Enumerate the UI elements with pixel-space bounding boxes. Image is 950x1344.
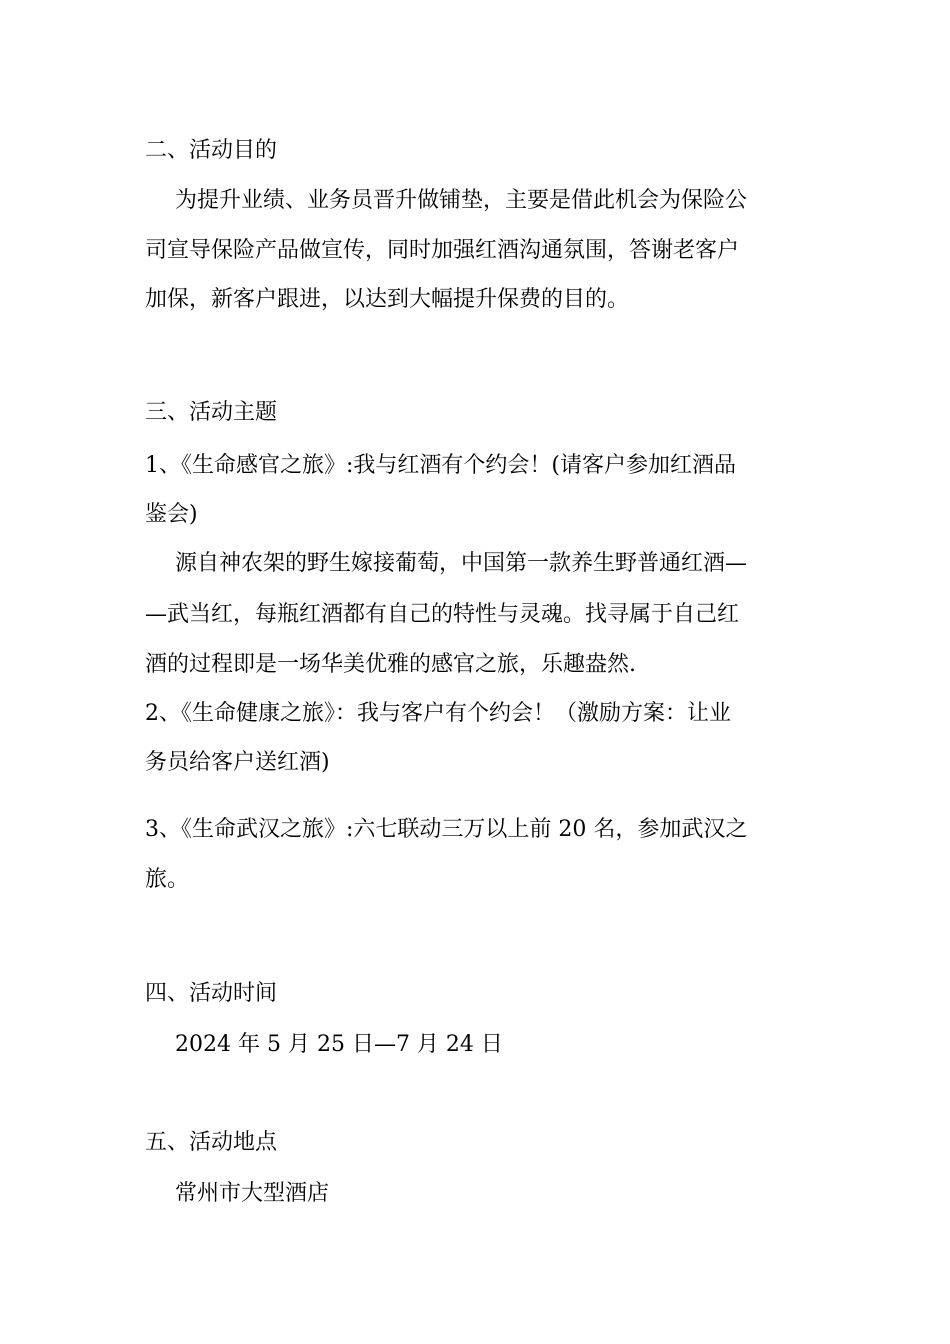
section-heading-time: 四、活动时间: [145, 981, 278, 1006]
theme-item-3-line-2: 旅。: [145, 867, 190, 892]
section-heading-theme: 三、活动主题: [145, 400, 278, 425]
time-value: 2024 年 5 月 25 日—7 月 24 日: [175, 1032, 503, 1057]
section-heading-goal: 二、活动目的: [145, 138, 278, 163]
theme-description-line-1: 源自神农架的野生嫁接葡萄，中国第一款养生野普通红酒—: [175, 551, 748, 576]
theme-item-2-line-1: 2、《生命健康之旅》：我与客户有个约会！（激励方案：让业: [145, 701, 731, 726]
theme-description-line-2: —武当红，每瓶红酒都有自己的特性与灵魂。找寻属于自己红: [145, 602, 740, 627]
theme-item-1-line-2: 鉴会): [145, 502, 198, 527]
theme-description-line-3: 酒的过程即是一场华美优雅的感官之旅，乐趣盎然.: [145, 652, 636, 677]
theme-item-3-line-1: 3、《生命武汉之旅》:六七联动三万以上前 20 名，参加武汉之: [145, 817, 748, 842]
goal-text-line-2: 司宣导保险产品做宣传，同时加强红酒沟通氛围，答谢老客户: [145, 238, 740, 263]
goal-text-line-3: 加保，新客户跟进，以达到大幅提升保费的目的。: [145, 287, 630, 312]
place-value: 常州市大型酒店: [175, 1181, 330, 1206]
goal-text-line-1: 为提升业绩、业务员晋升做铺垫，主要是借此机会为保险公: [175, 188, 748, 213]
section-heading-place: 五、活动地点: [145, 1130, 278, 1155]
theme-item-2-line-2: 务员给客户送红酒): [145, 750, 330, 775]
theme-item-1-line-1: 1、《生命感官之旅》:我与红酒有个约会！(请客户参加红酒品: [145, 453, 736, 478]
